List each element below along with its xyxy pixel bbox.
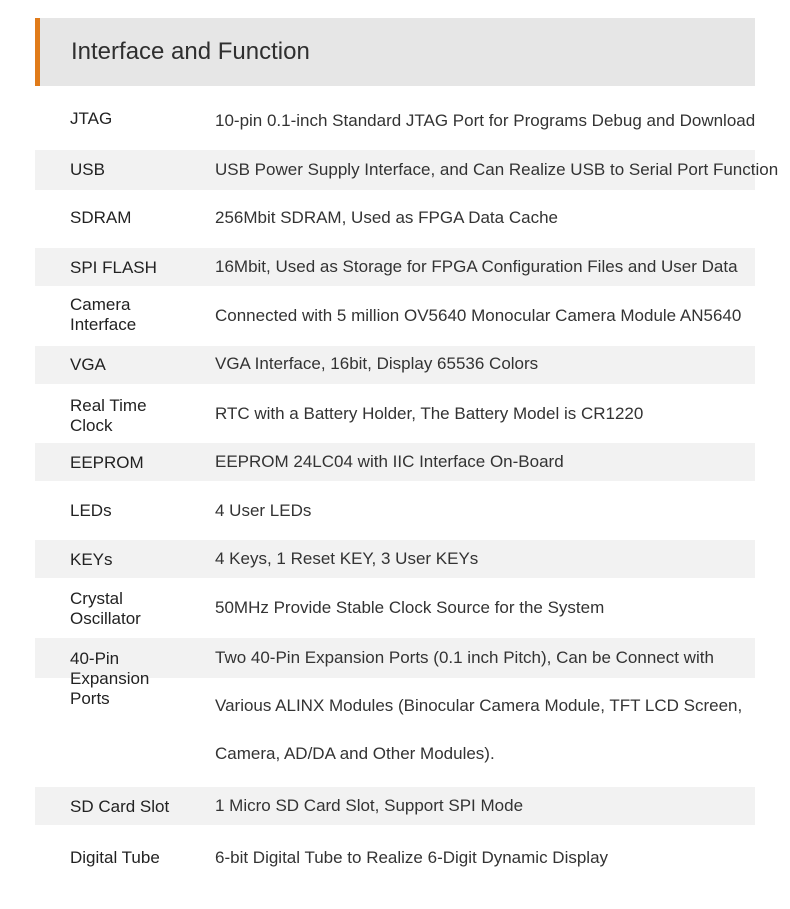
section-header [35,18,755,86]
spec-desc [215,646,742,790]
spec-row-crystal-oscillator [35,583,755,635]
spec-desc [215,846,608,870]
spec-desc-line: 50MHz Provide Stable Clock Source for the System [215,598,605,617]
spec-row-real-time-clock [35,390,755,440]
spec-desc-line: 1 Micro SD Card Slot, Support SPI Mode [215,796,524,815]
spec-label: EEPROM [70,453,144,472]
spec-desc-line: Two 40-Pin Expansion Ports (0.1 inch Pitch), Can be Connect with [215,648,714,667]
spec-row-leds [35,490,755,530]
spec-desc [215,450,564,474]
spec-row-expansion-ports [35,638,755,778]
spec-desc [215,499,311,523]
spec-row-eeprom [35,443,755,481]
spec-label: SD Card Slot [70,797,170,816]
spec-row-vga [35,346,755,384]
spec-label: Real Time Clock [70,396,147,435]
spec-row-usb [35,150,779,190]
spec-row-jtag [35,96,755,142]
spec-desc [215,206,558,230]
spec-desc [215,547,478,571]
accent-bar [35,18,40,86]
spec-desc-line: USB Power Supply Interface, and Can Realize USB to Serial Port Function [215,160,779,179]
spec-label: Camera Interface [70,295,137,334]
spec-label: Crystal Oscillator [70,589,141,628]
spec-label: 40-Pin Expansion Ports [70,649,150,708]
section-title: Interface and Function [71,38,310,65]
spec-label: LEDs [70,501,112,520]
spec-desc [215,596,604,620]
spec-row-digital-tube [35,836,755,880]
spec-row-spi-flash [35,248,755,286]
spec-desc [215,109,755,133]
spec-row-sdram [35,198,755,240]
spec-label: KEYs [70,550,113,569]
spec-desc-line: 6-bit Digital Tube to Realize 6-Digit Dynamic Display [215,848,609,867]
spec-desc [215,304,741,328]
spec-desc-line: VGA Interface, 16bit, Display 65536 Colors [215,354,539,373]
spec-desc [215,352,538,376]
spec-label: Digital Tube [70,848,160,867]
spec-row-camera-interface [35,290,755,342]
spec-label: SPI FLASH [70,258,157,277]
spec-label: VGA [70,355,106,374]
spec-desc-line: 10-pin 0.1-inch Standard JTAG Port for Programs Debug and Download [215,111,756,130]
spec-desc-line: Connected with 5 million OV5640 Monocular Camera Module AN5640 [215,306,742,325]
spec-desc-line: 256Mbit SDRAM, Used as FPGA Data Cache [215,208,558,227]
spec-label: USB [70,160,105,179]
spec-label: JTAG [70,109,113,128]
spec-row-keys [35,540,755,578]
spec-desc [215,794,523,818]
spec-desc-line: RTC with a Battery Holder, The Battery Model is CR1220 [215,404,644,423]
spec-desc-line: 16Mbit, Used as Storage for FPGA Configuration Files and User Data [215,257,738,276]
spec-desc-line: Camera, AD/DA and Other Modules). [215,744,495,763]
spec-desc [215,255,738,279]
spec-desc [215,158,778,182]
spec-desc-line: 4 Keys, 1 Reset KEY, 3 User KEYs [215,549,479,568]
spec-row-sd-card-slot [35,787,755,825]
spec-label: SDRAM [70,208,132,227]
spec-desc-line: Various ALINX Modules (Binocular Camera Module, TFT LCD Screen, [215,696,743,715]
spec-desc-line: EEPROM 24LC04 with IIC Interface On-Board [215,452,564,471]
spec-desc-line: 4 User LEDs [215,501,312,520]
spec-desc [215,402,643,426]
